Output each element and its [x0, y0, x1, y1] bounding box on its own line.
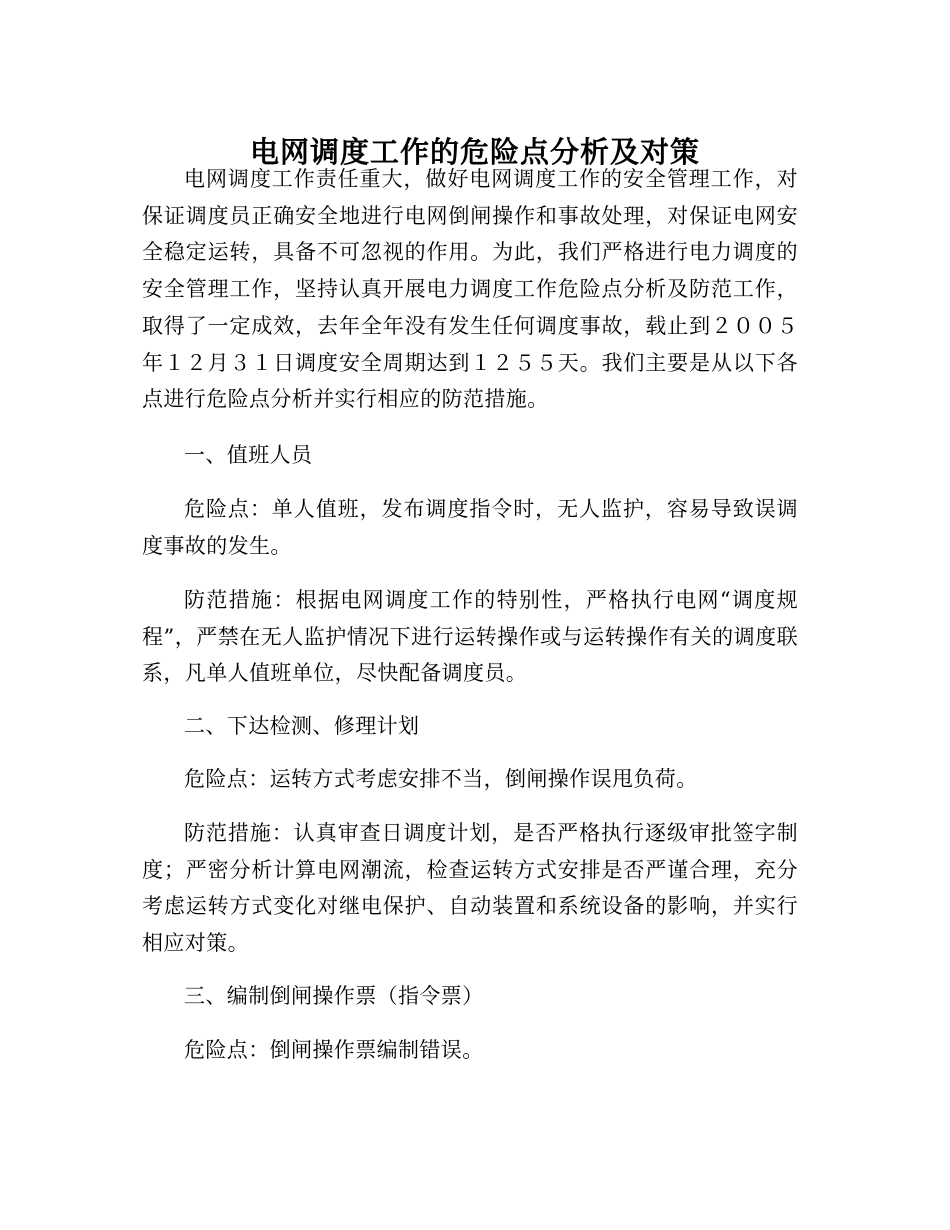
- section-3-danger-paragraph: 危险点：倒闸操作票编制错误。: [184, 1038, 484, 1062]
- intro-paragraph: 电网调度工作责任重大，做好电网调度工作的安全管理工作，对保证调度员正确安全地进行电网倒闸操作和事故处理，对保证电网安全稳定运转，具备不可忽视的作用。为此，我们严格进行电力调度的安全管理工作，坚持认真开展电力调度工作危险点分析及防范工作，取得了一定成效，去年全年没有发生任何调度事故，载止到２００５年１２月３１日调度安全周期达到１２５５天。我们主要是从以下各点进行危险点分析并实行相应的防范措施。: [142, 167, 798, 412]
- section-1-danger-paragraph: 危险点：单人值班，发布调度指令时，无人监护，容易导致误调度事故的发生。: [142, 497, 798, 558]
- section-2-danger-paragraph: 危险点：运转方式考虑安排不当，倒闸操作误甩负荷。: [184, 767, 698, 791]
- document-title: 电网调度工作的危险点分析及对策: [249, 135, 700, 170]
- section-2-measure-paragraph: 防范措施：认真审查日调度计划，是否严格执行逐级审批签字制度；严密分析计算电网潮流，检查运转方式安排是否严谨合理，充分考虑运转方式变化对继电保护、自动装置和系统设备的影响，并实行相应对策。: [142, 821, 798, 956]
- section-heading-2: 二、下达检测、修理计划: [184, 714, 420, 738]
- section-1-measure-paragraph: 防范措施：根据电网调度工作的特别性，严格执行电网“调度规程”，严禁在无人监护情况下进行运转操作或与运转操作有关的调度联系，凡单人值班单位，尽快配备调度员。: [142, 588, 798, 686]
- section-heading-1: 一、值班人员: [184, 443, 313, 467]
- section-heading-3: 三、编制倒闸操作票（指令票）: [184, 984, 484, 1008]
